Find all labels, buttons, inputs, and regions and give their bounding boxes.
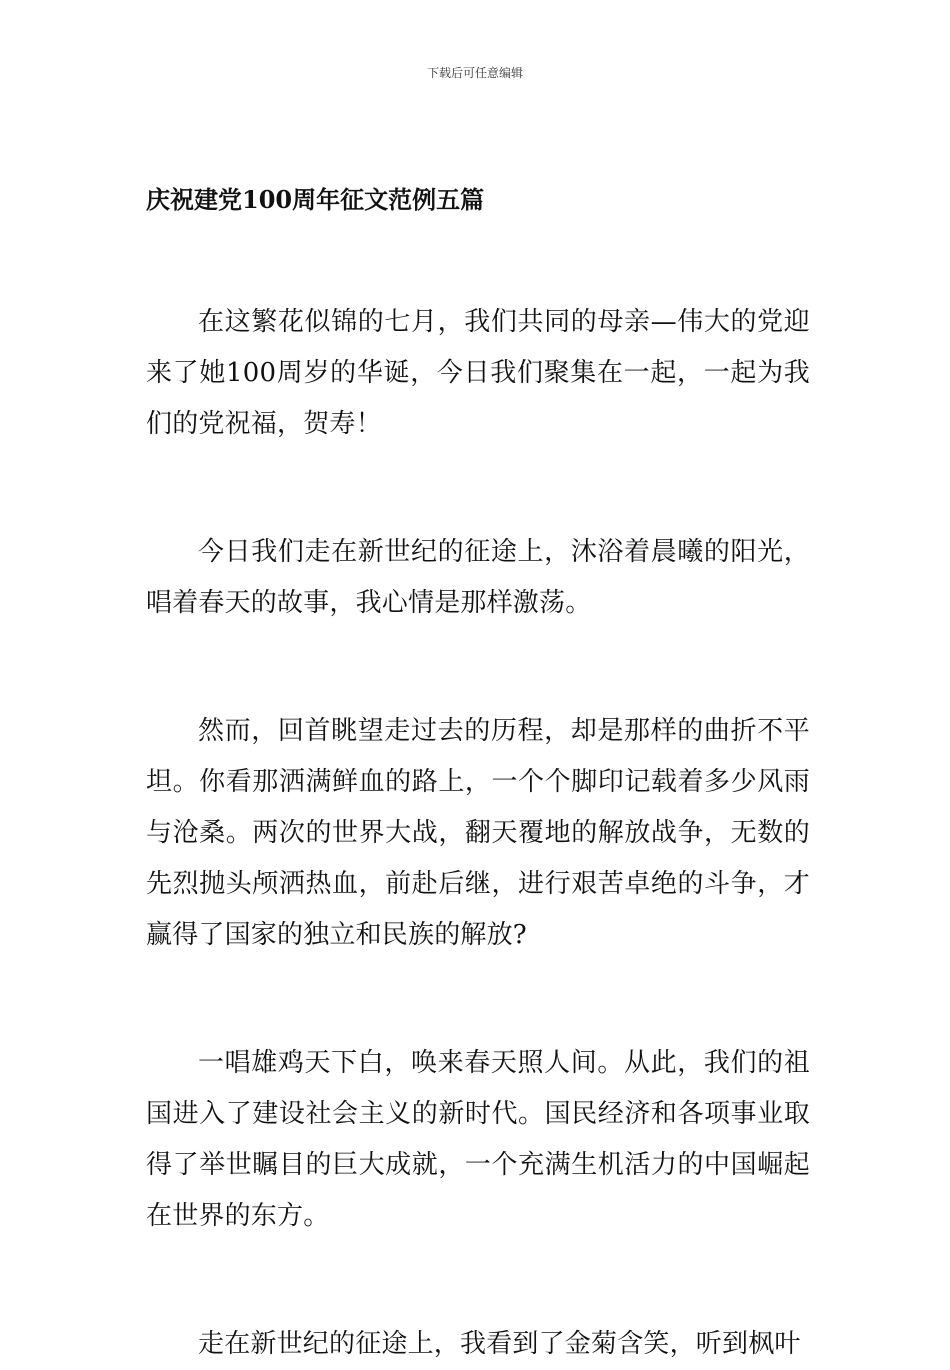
paragraph-4: 一唱雄鸡天下白，唤来春天照人间。从此，我们的祖国进入了建设社会主义的新时代。国民经济和各项事业取得了举世瞩目的巨大成就，一个充满生机活力的中国崛起在世界的东方。 — [146, 1048, 810, 1231]
document-title: 庆祝建党100周年征文范例五篇 — [146, 185, 485, 214]
paragraph-2: 今日我们走在新世纪的征途上，沐浴着晨曦的阳光，唱着春天的故事，我心情是那样激荡。 — [146, 537, 810, 618]
page-header — [0, 64, 950, 81]
header-text: 下载后可任意编辑 — [426, 66, 523, 80]
paragraph-5: 走在新世纪的征途上，我看到了金菊含笑，听到枫叶 — [198, 1329, 801, 1359]
paragraph-1: 在这繁花似锦的七月，我们共同的母亲—伟大的党迎来了她100周岁的华诞，今日我们聚集在一起，一起为我们的党祝福，贺寿！ — [146, 307, 810, 439]
paragraph-3: 然而，回首眺望走过去的历程，却是那样的曲折不平坦。你看那洒满鲜血的路上，一个个脚印记载着多少风雨与沧桑。两次的世界大战，翻天覆地的解放战争，无数的先烈抛头颅洒热血，前赴后继，进行艰苦卓绝的斗争，才赢得了国家的独立和民族的解放? — [146, 716, 810, 950]
document-body — [146, 178, 810, 1370]
